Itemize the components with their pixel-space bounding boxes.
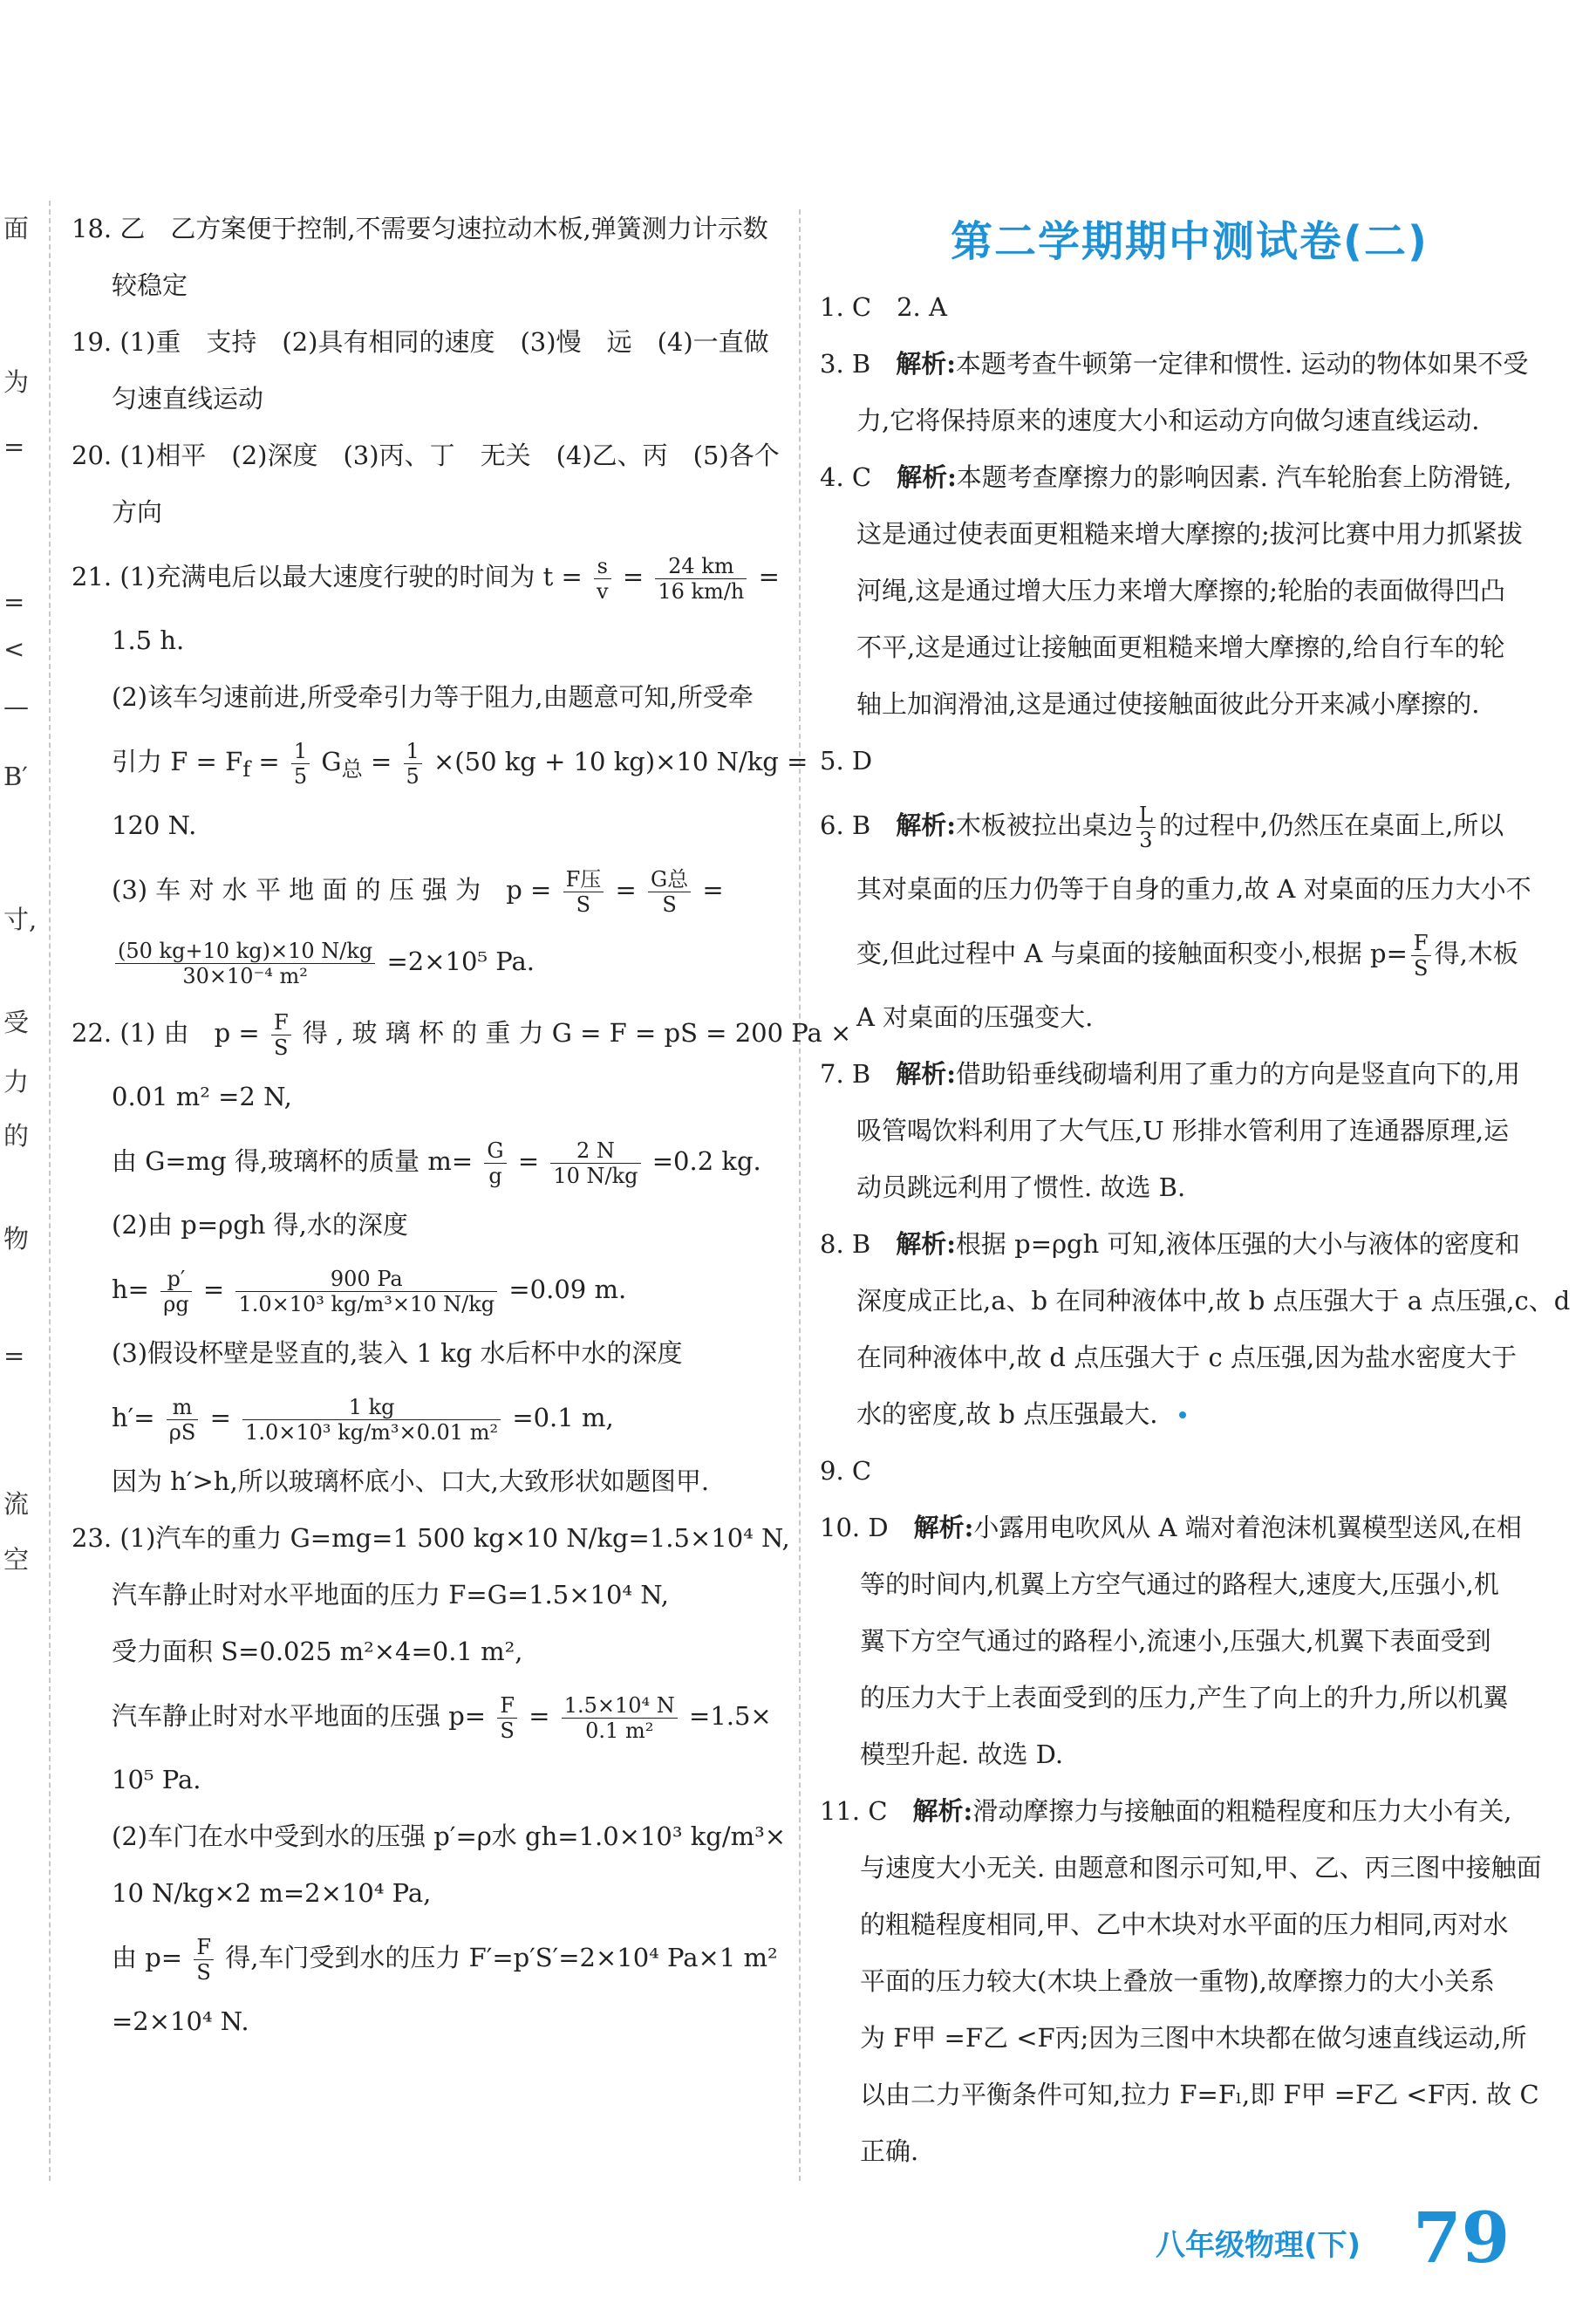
edge-fragment: 面 <box>3 214 30 243</box>
numerator: m <box>167 1397 199 1420</box>
numerator: F <box>271 1012 291 1035</box>
fraction <box>484 1140 506 1186</box>
subscript: 总 <box>341 756 363 782</box>
q21-text: G <box>321 747 342 776</box>
q21-line5: 120 N. <box>112 810 197 840</box>
edge-fragment: < <box>3 634 25 664</box>
left-divider <box>49 201 51 2181</box>
q20-line2: 方向 <box>112 497 163 527</box>
q22-text: h′= <box>112 1403 155 1432</box>
q23-line2: 汽车静止时对水平地面的压力 F=G=1.5×10⁴ N, <box>112 1580 670 1609</box>
denominator: S <box>274 1035 289 1060</box>
q18-line1: 18. 乙 乙方案便于控制,不需要匀速拉动木板,弹簧测力计示数 <box>72 214 768 243</box>
numerator: s <box>594 556 611 579</box>
q22-line3 <box>72 1125 778 1197</box>
equals: = <box>258 747 280 776</box>
fraction <box>194 1934 214 1985</box>
answer-4-line2: 这是通过使表面更粗糙来增大摩擦的;拔河比赛中用力抓紧拔 <box>856 519 1523 549</box>
fraction <box>550 1140 640 1186</box>
fraction <box>655 553 747 604</box>
answer-11-line4: 平面的压力较大(木块上叠放一重物),故摩擦力的大小关系 <box>860 1966 1495 1996</box>
answer-label: 10. D <box>820 1513 914 1542</box>
answer-8-line3: 在同种液体中,故 d 点压强大于 c 点压强,因为盐水密度大于 <box>856 1343 1518 1372</box>
fraction <box>167 1394 199 1445</box>
right-column <box>820 279 1571 2180</box>
page-number: 79 <box>1413 2197 1511 2279</box>
equals: = <box>517 1146 540 1176</box>
answer-6-line4: A 对桌面的压强变大. <box>856 1002 1094 1032</box>
fraction <box>1136 804 1156 851</box>
answer-4-line3: 河绳,这是通过增大压力来增大摩擦的;轮胎的表面做得凹凸 <box>856 576 1505 605</box>
denominator: S <box>196 1959 211 1985</box>
fraction <box>562 1692 678 1743</box>
q23-line3: 受力面积 S=0.025 m²×4=0.1 m², <box>112 1637 523 1666</box>
q21-text: ×(50 kg + 10 kg)×10 N/kg = <box>433 747 808 776</box>
q22-line5 <box>72 1254 778 1325</box>
denominator: 1.0×10³ kg/m³×0.01 m² <box>245 1419 499 1445</box>
numerator: 1 <box>404 741 422 764</box>
edge-fragment: 受 <box>3 1008 30 1037</box>
denominator: S <box>576 892 591 917</box>
fraction <box>271 1009 291 1060</box>
analysis-text: 变,但此过程中 A 与桌面的接触面积变小,根据 p= <box>856 939 1408 968</box>
q23-line9: =2×10⁴ N. <box>112 2006 249 2036</box>
q21-text: 21. (1)充满电后以最大速度行驶的时间为 t = <box>72 562 583 591</box>
fraction <box>291 738 310 789</box>
fraction <box>563 866 604 917</box>
answer-label: 4. C <box>820 462 897 492</box>
q19-line1: 19. (1)重 支持 (2)具有相同的速度 (3)慢 远 (4)一直做 <box>72 327 769 357</box>
equals: = <box>202 1275 225 1304</box>
analysis-text: 小露用电吹风从 A 端对着泡沫机翼模型送风,在相 <box>973 1513 1522 1542</box>
q23-line7: 10 N/kg×2 m=2×10⁴ Pa, <box>112 1878 432 1908</box>
answer-3-line1 <box>820 336 1529 393</box>
edge-fragment: 寸, <box>3 905 38 934</box>
analysis-text: 本题考查摩擦力的影响因素. 汽车轮胎套上防滑链, <box>956 462 1512 492</box>
numerator: G <box>484 1140 506 1164</box>
q23-text: 得,车门受到水的压力 F′=p′S′=2×10⁴ Pa×1 m² <box>225 1943 778 1972</box>
q21-text: =2×10⁵ Pa. <box>386 947 535 976</box>
q23-text: 汽车静止时对水平地面的压强 p= <box>112 1701 487 1731</box>
answer-3-line2: 力,它将保持原来的速度大小和运动方向做匀速直线运动. <box>856 406 1480 435</box>
numerator: p′ <box>160 1268 191 1292</box>
edge-fragment: 流 <box>3 1489 30 1519</box>
answer-7-line1 <box>820 1046 1521 1103</box>
numerator: F <box>497 1695 517 1719</box>
analysis-label: 解析: <box>896 810 956 840</box>
answer-10-line1 <box>820 1500 1522 1556</box>
edge-fragment: 的 <box>3 1121 30 1151</box>
answer-label: 7. B <box>820 1059 897 1089</box>
q20-line1: 20. (1)相平 (2)深度 (3)丙、丁 无关 (4)乙、丙 (5)各个 <box>72 441 780 470</box>
fraction <box>594 553 611 604</box>
q23-line6: (2)车门在水中受到水的压强 p′=ρ水 gh=1.0×10³ kg/m³× <box>112 1821 787 1851</box>
analysis-text: 根据 p=ρgh 可知,液体压强的大小与液体的密度和 <box>955 1229 1520 1259</box>
answer-9: 9. C <box>820 1456 872 1486</box>
page-title: 第二学期期中测试卷(二) <box>951 217 1429 266</box>
edge-fragment: = <box>3 1341 25 1370</box>
column-divider <box>799 209 801 2181</box>
denominator: ρg <box>163 1291 189 1316</box>
denominator: 10 N/kg <box>553 1163 638 1188</box>
answer-label: 11. C <box>820 1796 913 1826</box>
edge-fragment: 物 <box>3 1224 30 1254</box>
answer-10-line4: 的压力大于上表面受到的压力,产生了向上的升力,所以机翼 <box>860 1683 1509 1712</box>
q22-line6: (3)假设杯壁是竖直的,装入 1 kg 水后杯中水的深度 <box>112 1338 683 1368</box>
edge-fragment: — <box>3 692 29 721</box>
answer-4-line5: 轴上加润滑油,这是通过使接触面彼此分开来减小摩擦的. <box>856 689 1480 719</box>
numerator: 1 <box>291 741 310 764</box>
q22-line7 <box>72 1382 778 1453</box>
analysis-label: 解析: <box>912 1796 973 1826</box>
edge-fragment: 为 <box>3 367 30 397</box>
equals: = <box>209 1403 231 1432</box>
q21-line1 <box>72 541 778 612</box>
q21-line7 <box>72 926 778 997</box>
q21-text: (3) 车 对 水 平 地 面 的 压 强 为 p = <box>112 875 552 905</box>
answer-8-line2: 深度成正比,a、b 在同种液体中,故 b 点压强大于 a 点压强,c、d <box>856 1286 1571 1316</box>
fraction <box>115 940 375 987</box>
answer-8-line4: 水的密度,故 b 点压强最大. <box>856 1399 1158 1429</box>
answer-7-line2: 吸管喝饮料利用了大气压,U 形排水管利用了连通器原理,运 <box>856 1116 1510 1145</box>
denominator: 5 <box>293 763 308 789</box>
answer-8-line1 <box>820 1216 1518 1273</box>
q23-line4 <box>72 1680 778 1752</box>
q21-line3: (2)该车匀速前进,所受牵引力等于阻力,由题意可知,所受牵 <box>112 682 754 712</box>
denominator: 1.0×10³ kg/m³×10 N/kg <box>238 1291 495 1316</box>
q23-line8 <box>72 1922 778 1993</box>
numerator: G总 <box>648 869 691 892</box>
edge-fragment: 空 <box>3 1545 30 1575</box>
answer-6-line3 <box>820 918 1518 989</box>
denominator: 30×10⁻⁴ m² <box>182 963 308 988</box>
numerator: L <box>1136 804 1156 828</box>
answer-11-line6: 以由二力平衡条件可知,拉力 F=Fₗ,即 F甲 =F乙 <F丙. 故 C <box>860 2080 1539 2109</box>
answer-10-line3: 翼下方空气通过的路程小,流速小,压强大,机翼下表面受到 <box>860 1626 1491 1656</box>
q22-text: 得 , 玻 璃 杯 的 重 力 G = F = pS = 200 Pa × <box>302 1018 852 1048</box>
analysis-label: 解析: <box>896 349 956 379</box>
analysis-text: 本题考查牛顿第一定律和惯性. 运动的物体如果不受 <box>955 349 1529 379</box>
q22-text: h= <box>112 1275 149 1304</box>
answer-6-line2: 其对桌面的压力仍等于自身的重力,故 A 对桌面的压力大小不 <box>856 874 1531 904</box>
ink-dot <box>1179 1411 1186 1418</box>
fraction <box>404 738 422 789</box>
answer-10-line5: 模型升起. 故选 D. <box>860 1739 1064 1769</box>
denominator: 5 <box>406 763 419 789</box>
fraction <box>160 1268 191 1315</box>
analysis-label: 解析: <box>896 1059 956 1089</box>
equals: = <box>615 875 637 905</box>
denominator: g <box>488 1163 502 1188</box>
denominator: 3 <box>1139 827 1153 852</box>
q21-line2: 1.5 h. <box>112 625 185 655</box>
denominator: 16 km/h <box>658 578 745 604</box>
q21-line4 <box>72 726 808 797</box>
fraction <box>1411 930 1431 981</box>
analysis-text: 得,木板 <box>1434 939 1518 968</box>
numerator: 24 km <box>655 556 747 579</box>
analysis-text: 借助铅垂线砌墙利用了重力的方向是竖直向下的,用 <box>955 1059 1521 1089</box>
answer-label: 8. B <box>820 1229 897 1259</box>
q22-text: =0.2 kg. <box>651 1146 761 1176</box>
fraction <box>648 866 691 917</box>
q18-line2: 较稳定 <box>112 270 188 300</box>
edge-fragment: B′ <box>3 762 28 791</box>
q23-line1: 23. (1)汽车的重力 G=mg=1 500 kg×10 N/kg=1.5×10⁴ N, <box>72 1523 790 1553</box>
equals: = <box>758 562 780 591</box>
denominator: ρS <box>168 1419 196 1445</box>
analysis-text: 的过程中,仍然压在桌面上,所以 <box>1158 810 1504 840</box>
q22-text: =0.1 m, <box>512 1403 614 1432</box>
equals: = <box>702 875 724 905</box>
q22-text: 22. (1) 由 p = <box>72 1018 260 1048</box>
numerator: 2 N <box>550 1140 640 1164</box>
answer-10-line2: 等的时间内,机翼上方空气通过的路程大,速度大,压强小,机 <box>860 1569 1499 1599</box>
q21-text: 引力 F = F <box>112 747 243 776</box>
denominator: S <box>500 1718 515 1743</box>
q22-line8: 因为 h′>h,所以玻璃杯底小、口大,大致形状如题图甲. <box>112 1466 710 1496</box>
analysis-text: 木板被拉出桌边 <box>955 810 1133 840</box>
footer-subject: 八年级物理(下) <box>1156 2228 1361 2263</box>
fraction <box>242 1394 501 1445</box>
q23-text: =1.5× <box>689 1701 772 1731</box>
numerator: F压 <box>563 869 604 892</box>
numerator: F <box>1411 933 1431 956</box>
answer-4-line4: 不平,这是通过让接触面更粗糙来增大摩擦的,给自行车的轮 <box>856 632 1505 662</box>
numerator: 1.5×10⁴ N <box>562 1695 678 1719</box>
q22-line1 <box>72 997 852 1069</box>
answer-5: 5. D <box>820 746 873 776</box>
equals: = <box>529 1701 550 1731</box>
denominator: S <box>662 892 677 917</box>
numerator: 900 Pa <box>235 1268 497 1292</box>
equals: = <box>622 562 645 591</box>
fraction <box>497 1692 517 1743</box>
analysis-label: 解析: <box>897 462 957 492</box>
answer-7-line3: 动员跳远利用了惯性. 故选 B. <box>856 1172 1186 1202</box>
answer-4-line1 <box>820 449 1518 506</box>
answer-11-line3: 的粗糙程度相同,甲、乙中木块对水平面的压力相同,丙对水 <box>860 1910 1509 1939</box>
q22-text: 由 G=mg 得,玻璃杯的质量 m= <box>112 1146 474 1176</box>
q23-text: 由 p= <box>112 1943 183 1972</box>
analysis-text: 滑动摩擦力与接触面的粗糙程度和压力大小有关, <box>972 1796 1512 1826</box>
denominator: 0.1 m² <box>585 1718 654 1743</box>
edge-fragment: = <box>3 432 25 461</box>
q22-line4: (2)由 p=ρgh 得,水的深度 <box>112 1210 408 1240</box>
answer-11-line5: 为 F甲 =F乙 <F丙;因为三图中木块都在做匀速直线运动,所 <box>860 2023 1527 2053</box>
denominator: S <box>1414 955 1429 981</box>
numerator: 1 kg <box>242 1397 501 1420</box>
answer-label: 3. B <box>820 349 897 379</box>
analysis-label: 解析: <box>896 1229 956 1259</box>
q22-line2: 0.01 m² =2 N, <box>112 1082 292 1111</box>
q21-line6 <box>72 854 778 926</box>
numerator: F <box>194 1937 214 1960</box>
q22-text: =0.09 m. <box>508 1275 627 1304</box>
equals: = <box>370 747 392 776</box>
edge-fragment: = <box>3 587 25 617</box>
numerator: (50 kg+10 kg)×10 N/kg <box>115 940 375 964</box>
edge-fragment: 力 <box>3 1067 30 1097</box>
answer-11-line7: 正确. <box>860 2136 919 2166</box>
q23-line5: 10⁵ Pa. <box>112 1765 201 1794</box>
q19-line2: 匀速直线运动 <box>112 384 264 413</box>
answer-1-2: 1. C 2. A <box>820 292 947 322</box>
fraction <box>235 1268 497 1315</box>
analysis-label: 解析: <box>913 1513 974 1542</box>
answer-6-line1 <box>820 789 1518 861</box>
denominator: v <box>597 578 609 604</box>
answer-label: 6. B <box>820 810 897 840</box>
answer-11-line1 <box>820 1783 1518 1840</box>
answer-11-line2: 与速度大小无关. 由题意和图示可知,甲、乙、丙三图中接触面 <box>860 1853 1542 1883</box>
subscript: f <box>242 756 251 782</box>
